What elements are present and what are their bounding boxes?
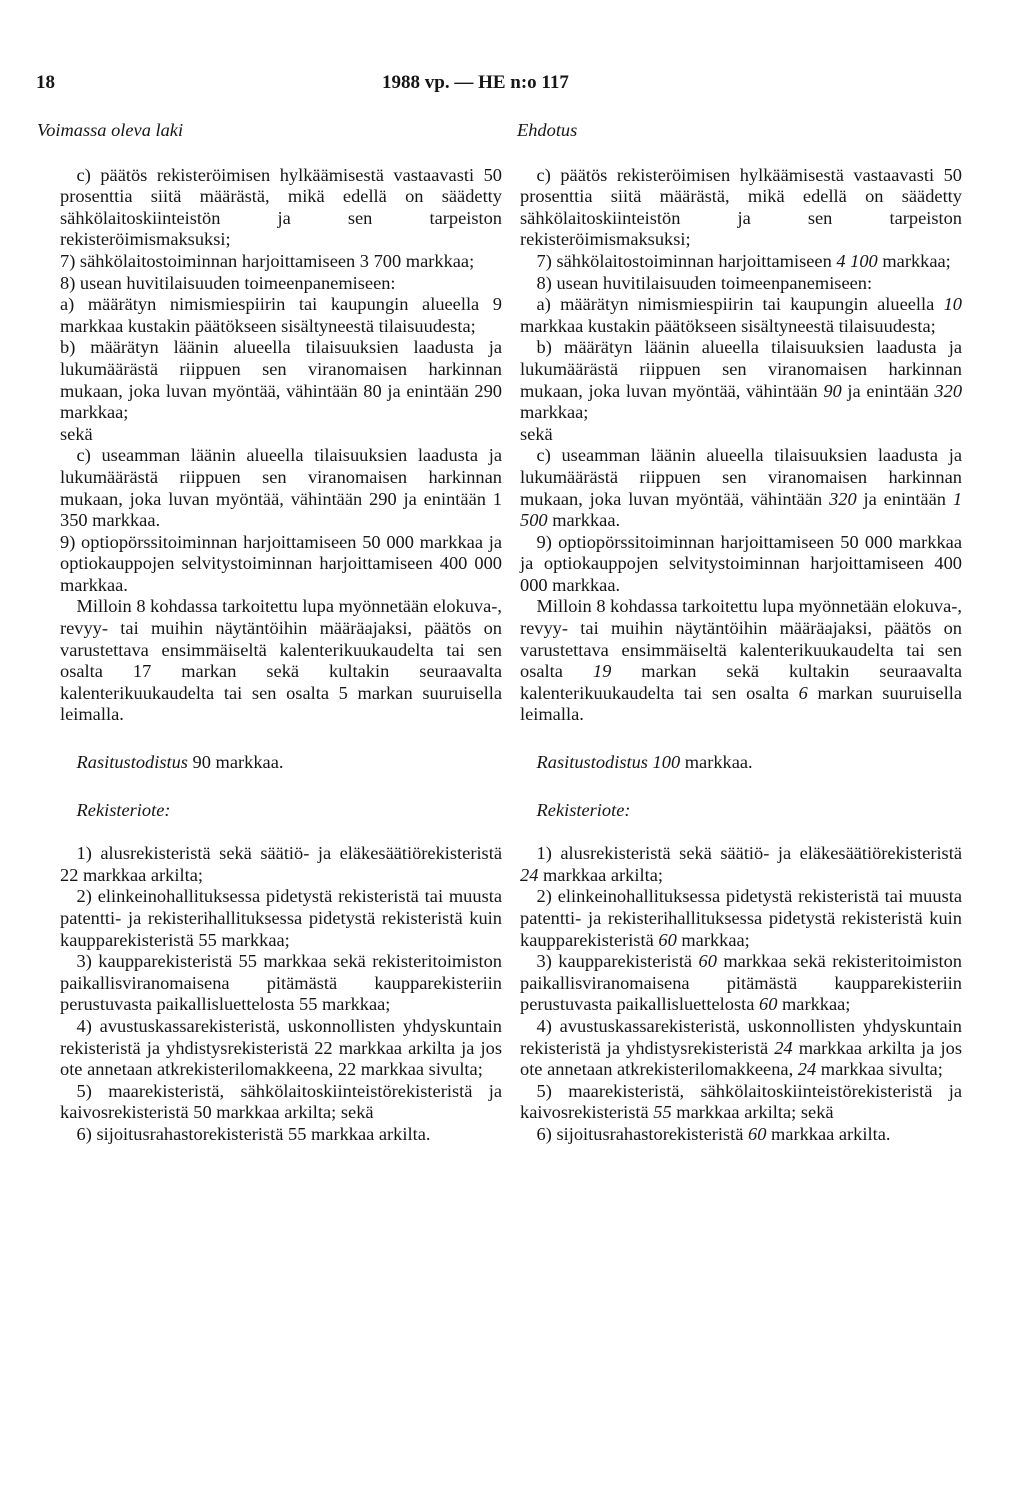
rekisteriote-heading: Rekisteriote: [76,799,171,820]
paragraph [520,886,962,951]
text-run: markkaa arkilta. [766,1123,891,1144]
rasitus-label: Rasitustodistus [76,752,188,773]
paragraph: 8) usean huvitilaisuuden toimeenpanemiseen: [536,272,873,293]
text-run: markkaa; [676,929,750,950]
text-run: markkaa arkilta ja jos ote annetaan atkrekisterilomakkeena, [520,1037,963,1080]
rasitus-unit: markkaa. [215,752,284,773]
paragraph: 4) avustuskassarekisteristä, uskonnollisten yhdyskuntain rekisteristä ja yhdistysrekisteristä 22 markkaa arkilta ja jos ote annetaan atkrekisterilomakkeena, 22 markkaa sivulta; [60,1015,502,1080]
changed-amount: 4 100 [836,250,878,271]
changed-amount: 320 [829,488,857,509]
text-run: markan suuruisella leimalla. [520,682,962,725]
text-run: markkaa arkilta; [538,864,663,885]
rasitus-amount: 100 [652,752,681,773]
changed-amount: 60 [698,951,717,972]
text-run: Milloin 8 kohdassa tarkoitettu lupa myönnetään elokuva-, revyy- tai muihin näytäntöihin määräajaksi, päätös on varustettava ensimmäiseltä kalenterikuukaudelta tai sen osalta [520,596,962,682]
changed-amount: 55 [653,1102,672,1123]
text-run: markan sekä kultakin seuraavalta kalenterikuukaudelta tai sen osalta [520,661,962,703]
text-run: markkaa sivulta; [816,1059,943,1080]
paragraph: c) useamman läänin alueella tilaisuuksien laadusta ja lukumäärästä riippuen sen viranomaisen harkinnan mukaan, joka luvan myöntää, vähintään 290 ja enintään 1 350 markkaa. [60,445,502,531]
paragraph: 7) sähkölaitostoiminnan harjoittamiseen 3 700 markkaa; [60,250,475,271]
paragraph: c) päätös rekisteröimisen hylkäämisestä vastaavasti 50 prosenttia siitä määrästä, mikä edellä on säädetty sähkölaitoskiinteistön ja sen tarpeiston rekisteröimismaksuksi; [60,164,502,250]
changed-amount: 6 [798,682,808,703]
changed-amount: 24 [520,864,539,885]
text-run: markkaa; [877,250,951,271]
text-run: 3) kaupparekisteristä [536,951,699,972]
text-run: markkaa. [547,510,621,531]
current-law-column [37,120,502,1146]
proposal-heading: Ehdotus [517,120,578,140]
rasitustodistus-line [520,752,962,774]
text-run: markkaa sekä rekisteritoimiston paikallisviranomaisena pitämästä kaupparekisteriin perustuvasta paikallisluettelosta [520,951,962,1015]
text-run: ja enintään [856,488,953,509]
text-run: 2) elinkeinohallituksessa pidetystä rekisteristä tai muusta patentti- ja rekisterihallituksessa pidetystä rekisteristä kuin kaupparekisteristä [520,886,962,950]
text-run: markkaa kustakin päätökseen sisältyneestä tilaisuudesta; [520,315,936,336]
paragraph: 1) alusrekisteristä sekä säätiö- ja eläkesäätiörekisteristä 22 markkaa arkilta; [60,843,502,885]
text-run: markkaa; [777,994,851,1015]
paragraph: 2) elinkeinohallituksessa pidetystä rekisteristä tai muusta patentti- ja rekisterihallituksessa pidetystä rekisteristä kuin kaupparekisteristä 55 markkaa; [60,886,502,950]
changed-amount: 60 [748,1123,767,1144]
running-head: 1988 vp. — HE n:o 117 [382,72,569,93]
text-run: b) määrätyn läänin alueella tilaisuuksien laadusta ja lukumäärästä riippuen sen viranomaisen harkinnan mukaan, joka luvan myöntää, vähintään [520,337,962,401]
changed-amount: 60 [759,994,778,1015]
paragraph [520,251,962,273]
rasitustodistus-line [60,752,502,774]
paragraph: 6) sijoitusrahastorekisteristä 55 markkaa arkilta. [76,1123,431,1144]
changed-amount: 19 [592,661,612,682]
changed-amount: 320 [934,380,963,401]
paragraph: b) määrätyn läänin alueella tilaisuuksien laadusta ja lukumäärästä riippuen sen viranomaisen harkinnan mukaan, joka luvan myöntää, vähintään 80 ja enintään 290 markkaa; [60,337,502,423]
paragraph: Milloin 8 kohdassa tarkoitettu lupa myönnetään elokuva-, revyy- tai muihin näytäntöihin määräajaksi, päätös on varustettava ensimmäiseltä kalenterikuukaudelta tai sen osalta 17 markan sekä kultakin seuraavalta kalenterikuukaudelta tai sen osalta 5 markan suuruisella leimalla. [60,596,502,725]
paragraph [520,596,962,726]
text-run: markkaa; [520,402,589,423]
rasitus-label: Rasitustodistus [536,752,648,773]
paragraph [520,843,962,886]
paragraph: 9) optiopörssitoiminnan harjoittamiseen 50 000 markkaa ja optiokauppojen selvitystoiminnan harjoittamiseen 400 000 markkaa. [520,531,962,595]
page-number: 18 [36,72,55,93]
rekisteriote-heading: Rekisteriote: [536,799,631,820]
paragraph: 5) maarekisteristä, sähkölaitoskiinteistörekisteristä ja kaivosrekisteristä 50 markkaa arkilta; sekä [60,1080,502,1123]
paragraph [520,1081,962,1124]
paragraph: 9) optiopörssitoiminnan harjoittamiseen 50 000 markkaa ja optiokauppojen selvitystoiminnan harjoittamiseen 400 000 markkaa. [60,531,502,595]
changed-amount: 24 [797,1059,817,1080]
paragraph [520,1016,962,1081]
proposal-column [517,120,963,1146]
paragraph: c) päätös rekisteröimisen hylkäämisestä vastaavasti 50 prosenttia siitä määrästä, mikä edellä on säädetty sähkölaitoskiinteistön ja sen tarpeiston rekisteröimismaksuksi; [520,164,962,250]
rasitus-amount: 90 [192,752,211,773]
rasitus-unit: markkaa. [684,752,753,773]
paragraph: a) määrätyn nimismiespiirin tai kaupungin alueella 9 markkaa kustakin päätökseen sisältyneestä tilaisuudesta; [60,294,502,336]
text-run: c) useamman läänin alueella tilaisuuksien laadusta ja lukumäärästä riippuen sen viranomaisen harkinnan mukaan, joka luvan myöntää, vähintään [520,445,962,509]
paragraph: sekä [60,423,93,444]
text-run: ja enintään [841,380,935,401]
paragraph [520,951,962,1016]
text-run: a) määrätyn nimismiespiirin tai kaupungin alueella [536,294,944,315]
paragraph [520,445,962,531]
text-run: markkaa arkilta; sekä [671,1102,834,1123]
current-law-heading: Voimassa oleva laki [37,120,184,140]
text-run: 6) sijoitusrahastorekisteristä [536,1123,748,1144]
paragraph [520,294,962,337]
changed-amount: 24 [774,1037,793,1058]
changed-amount: 10 [943,294,962,315]
text-run: 5) maarekisteristä, sähkölaitoskiinteistörekisteristä ja kaivosrekisteristä [520,1080,962,1123]
paragraph [520,337,962,423]
paragraph: 8) usean huvitilaisuuden toimeenpanemiseen: [60,272,396,293]
text-run: 1) alusrekisteristä sekä säätiö- ja eläkesäätiörekisteristä [536,843,962,864]
paragraph: 3) kaupparekisteristä 55 markkaa sekä rekisteritoimiston paikallisviranomaisena pitämästä kaupparekisteriin perustuvasta paikallisluettelosta 55 markkaa; [60,951,502,1015]
text-run: 4) avustuskassarekisteristä, uskonnollisten yhdyskuntain rekisteristä ja yhdistysrekisteristä [520,1015,962,1058]
changed-amount: 90 [823,380,842,401]
text-run: 7) sähkölaitostoiminnan harjoittamiseen [536,250,837,271]
paragraph [520,1124,962,1146]
changed-amount: 60 [658,929,677,950]
paragraph: sekä [520,423,553,444]
page-header [0,72,1024,102]
changed-amount: 1 500 [520,488,963,531]
